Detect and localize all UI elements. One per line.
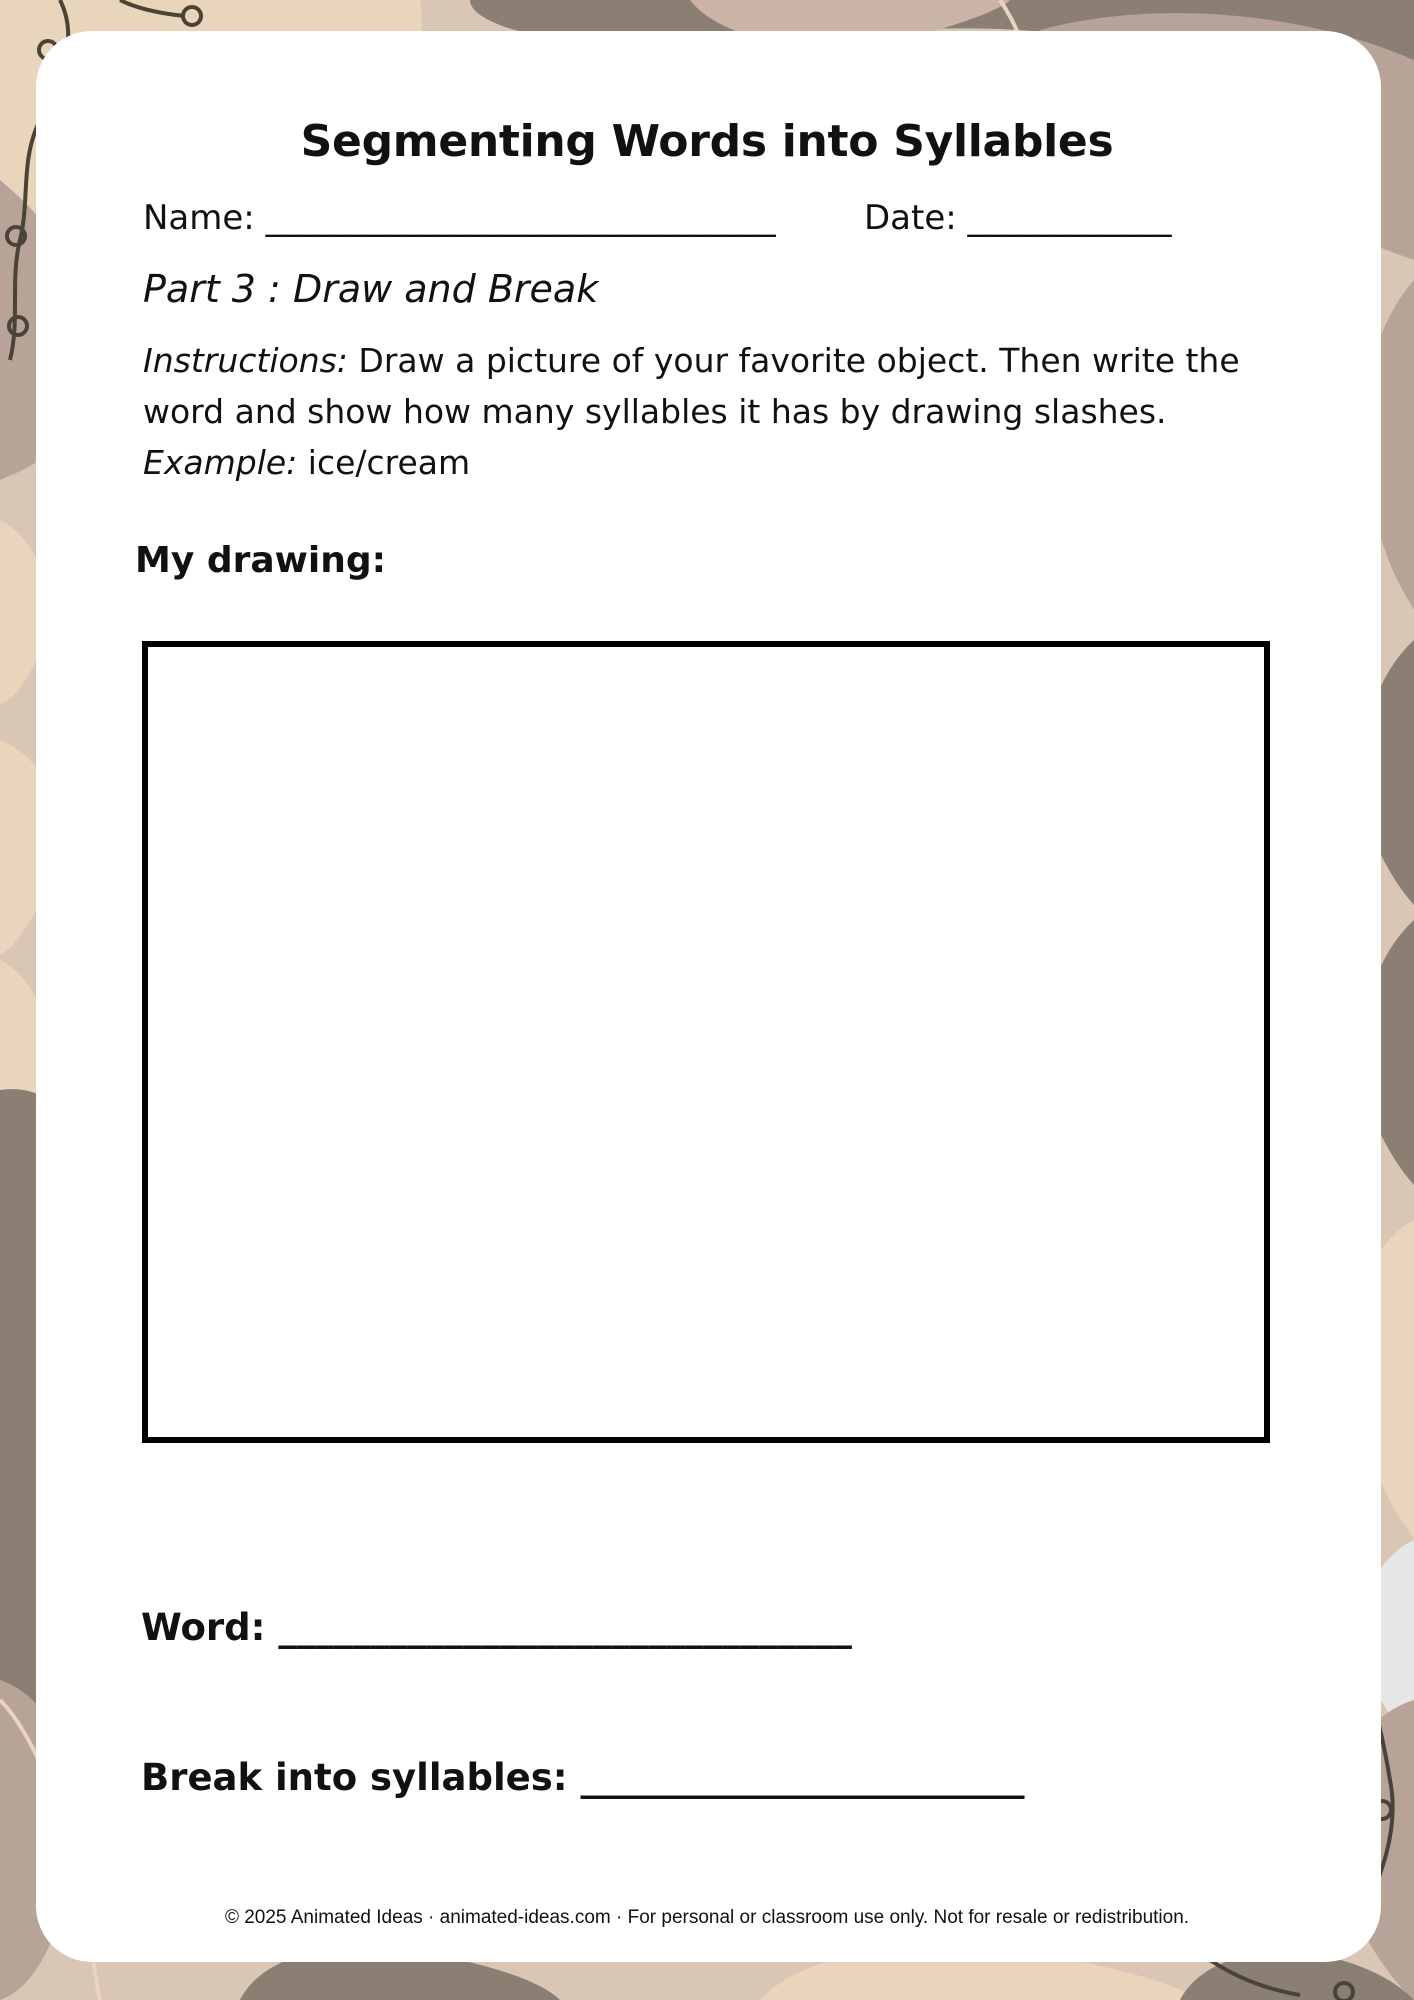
instructions-block	[143, 335, 1283, 488]
part-title: Part 3 : Draw and Break	[143, 267, 599, 311]
syllables-field: Break into syllables: ________________________	[141, 1756, 1025, 1799]
word-field: Word: _______________________________	[141, 1606, 852, 1649]
name-field: Name: ______________________________	[143, 198, 776, 238]
instructions-text: Draw a picture of your favorite object. Then write the word and show how many syllables it has by drawing slashes.	[143, 341, 1240, 431]
drawing-label: My drawing:	[135, 540, 387, 581]
worksheet-title: Segmenting Words into Syllables	[300, 116, 1114, 167]
copyright-footer: © 2025 Animated Ideas · animated-ideas.com · For personal or classroom use only. Not for resale or redistribution.	[224, 1907, 1190, 1928]
example-text: ice/cream	[297, 443, 471, 482]
example-label: Example:	[143, 443, 298, 482]
date-field: Date: ____________	[864, 198, 1172, 238]
instructions-label: Instructions:	[143, 341, 348, 380]
drawing-box	[142, 641, 1270, 1443]
